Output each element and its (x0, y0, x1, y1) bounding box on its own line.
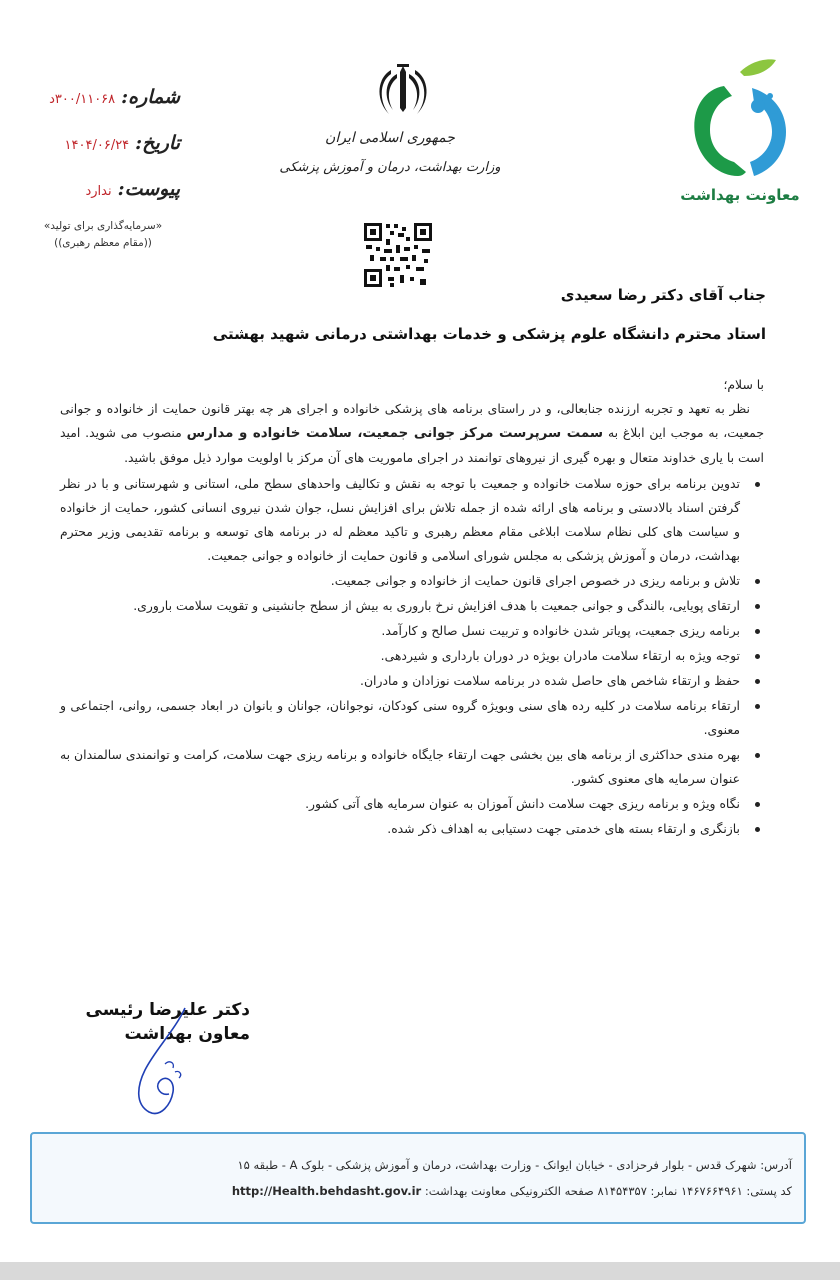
recipient-title: استاد محترم دانشگاه علوم پزشکی و خدمات بهداشتی درمانی شهید بهشتی (212, 325, 766, 343)
attachment-value: ندارد (85, 184, 112, 199)
intro-text-2: منصوب می شوید. امید است با یاری خداوند متعال و بهره گیری از نیروهای توانمند در اجرای ماموریت های آن مرکز با اولویت موارد ذیل موفق باشید. (60, 425, 764, 465)
year-slogan (28, 218, 178, 252)
list-item: ارتقاء برنامه سلامت در کلیه رده های سنی وبویژه گروه سنی کودکان، نوجوانان، جوانان و بانوان در ابعاد جسمی، روانی، اجتماعی و معنوی. (60, 694, 764, 742)
date-label: تاریخ: (135, 132, 180, 154)
health-deputy-logo (680, 58, 800, 218)
logo-caption: معاونت بهداشت (680, 186, 800, 204)
list-item: نگاه ویژه و برنامه ریزی جهت سلامت دانش آموزان به عنوان سرمایه های آتی کشور. (60, 792, 764, 816)
intro-paragraph (60, 397, 764, 470)
list-item: برنامه ریزی جمعیت، پویاتر شدن خانواده و تربیت نسل صالح و کارآمد. (60, 619, 764, 643)
signer-role: معاون بهداشت (124, 1024, 250, 1044)
number-row (20, 86, 180, 132)
recipient-block (213, 286, 766, 343)
slogan-line-1: «سرمایه‌گذاری برای تولید» (43, 220, 163, 232)
date-value: ۱۴۰۴/۰۶/۲۴ (64, 138, 130, 153)
list-item: حفظ و ارتقاء شاخص های حاصل شده در برنامه سلامت نوزادان و مادران. (60, 669, 764, 693)
signature-block (80, 1000, 250, 1044)
signer-name: دکتر علیرضا رئیسی (85, 1000, 250, 1020)
qr-code-icon (362, 221, 434, 289)
ministry-line-1: جمهوری اسلامی ایران (325, 130, 455, 146)
apple-logo-icon (680, 58, 800, 183)
page-bottom-edge (0, 1262, 840, 1280)
list-item: بازنگری و ارتقاء بسته های خدمتی جهت دستیابی به اهداف ذکر شده. (60, 817, 764, 841)
attachment-label: پیوست: (117, 178, 180, 200)
list-item: تلاش و برنامه ریزی در خصوص اجرای قانون حمایت از خانواده و جوانی جمعیت. (60, 569, 764, 593)
footer-address: آدرس: شهرک قدس - بلوار فرحزادی - خیابان ایوانک - وزارت بهداشت، درمان و آموزش پزشکی - بلوک A - طبقه ۱۵ (237, 1158, 792, 1172)
recipient-name: جناب آقای دکتر رضا سعیدی (560, 286, 766, 304)
footer-contact-box (30, 1132, 806, 1224)
iran-emblem (355, 62, 450, 120)
footer-website-link[interactable]: http://Health.behdasht.gov.ir (231, 1184, 422, 1198)
list-item: تدوین برنامه برای حوزه سلامت خانواده و جمعیت با توجه به نقش و تکالیف واحدهای سطح ملی، استانی و شهرستانی و با در نظر گرفتن اسناد بالادستی و برنامه های ارائه شده از جمله تلاش برای افزایش نسل، جوان شدن نیروی انسانی کشور، حمایت از خانواده و سیاست های کلی نظام سلامت ابلاغی مقام معظم رهبری و تاکید معظم له در برنامه های توسعه و برنامه تقدیمی وزیر محترم بهداشت، درمان و آموزش پزشکی به مجلس شورای اسلامی و قانون حمایت از خانواده و جوانی جمعیت. (60, 472, 764, 568)
intro-text-1: نظر به تعهد و تجربه ارزنده جنابعالی، و در راستای برنامه های پزشکی خانواده و اجرای هر چه بهتر قانون حمایت از خانواده و جوانی جمعیت، به موجب این ابلاغ به (60, 401, 765, 440)
intro-bold-position: سمت سرپرست مرکز جوانی جمعیت، سلامت خانواده و مدارس (186, 426, 604, 441)
qr-code (362, 221, 434, 289)
footer-text (42, 1152, 792, 1204)
emblem-icon (373, 62, 433, 120)
list-item: ارتقای پویایی، بالندگی و جوانی جمعیت با هدف افزایش نرخ باروری به بیش از سطح جانشینی و تقویت سلامت باروری. (60, 594, 764, 618)
number-label: شماره: (121, 86, 180, 108)
ministry-line-2: وزارت بهداشت، درمان و آموزش پزشکی (279, 160, 501, 175)
letter-body (60, 373, 764, 842)
handwritten-signature-icon (115, 1000, 205, 1120)
footer-postal-line (42, 1178, 792, 1204)
list-item: بهره مندی حداکثری از برنامه های بین بخشی جهت ارتقاء جایگاه خانواده و برنامه ریزی جهت سلامت، کرامت و توانمندی سالمندان به عنوان سرمایه های معنوی کشور. (60, 743, 764, 791)
list-item: توجه ویژه به ارتقاء سلامت مادران بویژه در دوران بارداری و شیردهی. (60, 644, 764, 668)
greeting: با سلام؛ (723, 377, 764, 392)
date-row (20, 132, 180, 178)
ministry-header (270, 130, 510, 175)
footer-postal: کد پستی: ۱۴۶۷۶۶۴۹۶۱ نمابر: ۸۱۴۵۴۳۵۷ صفحه الکترونیکی معاونت بهداشت: (424, 1184, 792, 1198)
slogan-line-2: ((مقام معظم رهبری)) (54, 237, 152, 249)
mission-list (60, 472, 764, 841)
number-value: ۳۰۰/۱۱۰۶۸د (49, 92, 116, 107)
letter-meta (20, 86, 180, 224)
